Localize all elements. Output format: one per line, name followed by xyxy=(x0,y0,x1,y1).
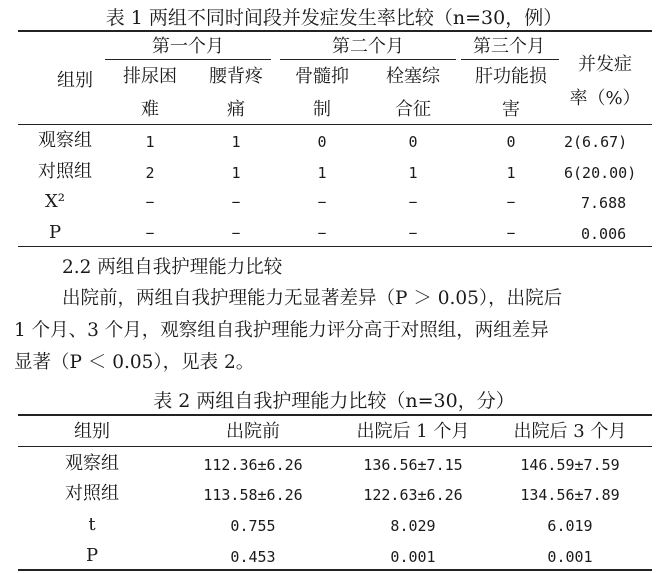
table1-sub-header: 制 xyxy=(313,99,331,120)
table1-cell: – xyxy=(145,191,155,212)
table1-row-label: X² xyxy=(44,191,66,212)
table1-month2-header: 第二个月 xyxy=(332,36,404,57)
table1-month2-rule xyxy=(280,59,456,60)
table1-cell: 0 xyxy=(408,133,418,151)
table1-header-rule xyxy=(18,124,652,125)
table1-caption: 表 1 两组不同时间段并发症发生率比较（n=30，例） xyxy=(105,7,563,29)
table2-header: 组别 xyxy=(74,421,110,442)
table2-cell: 6.019 xyxy=(547,517,593,535)
table1-sub-header: 难 xyxy=(141,99,159,120)
table1-month3-header: 第三个月 xyxy=(473,36,545,57)
table1-cell: 0 xyxy=(506,133,516,151)
table1-row-label: 观察组 xyxy=(38,130,92,151)
table1-sub-header: 害 xyxy=(502,99,520,120)
table1-cell: 0 xyxy=(317,133,327,151)
table1-cell: – xyxy=(317,191,327,212)
table1-sub-header: 腰背疼 xyxy=(209,66,263,87)
table1-sub-header: 栓塞综 xyxy=(386,66,440,87)
paragraph-line: 1 个月、3 个月，观察组自我护理能力评分高于对照组，两组差异 xyxy=(14,320,549,341)
table1-cell: – xyxy=(408,191,418,212)
table2-cell: 8.029 xyxy=(390,517,436,535)
table1-cell: 1 xyxy=(317,164,327,182)
table2-cell: 0.453 xyxy=(230,548,276,566)
table2-cell: 0.001 xyxy=(390,548,436,566)
table1-cell: – xyxy=(408,222,418,243)
table2-cell: 0.755 xyxy=(230,517,276,535)
table1-sub-header: 合征 xyxy=(395,99,431,120)
table1-group-header: 组别 xyxy=(57,70,93,91)
table2-header: 出院后 1 个月 xyxy=(356,421,470,442)
table2-cell: 112.36±6.26 xyxy=(203,456,303,474)
paragraph-line: 显著（P ＜ 0.05），见表 2。 xyxy=(14,352,255,373)
table1-sub-header: 痛 xyxy=(227,99,245,120)
table1-sub-header: 骨髓抑 xyxy=(295,66,349,87)
table1-month1-header: 第一个月 xyxy=(152,36,224,57)
table1-rate-header: 率（%） xyxy=(569,88,641,109)
table1-cell: – xyxy=(506,222,516,243)
table2-cell: 146.59±7.59 xyxy=(520,456,620,474)
table1-cell: – xyxy=(231,222,241,243)
table1-cell: – xyxy=(145,222,155,243)
table1-row-label: 对照组 xyxy=(38,161,92,182)
table1-month3-rule xyxy=(461,59,559,60)
table1-rate-cell: 0.006 xyxy=(581,225,627,243)
table1-cell: 1 xyxy=(145,133,155,151)
table2-header: 出院前 xyxy=(226,421,280,442)
table2-cell: 122.63±6.26 xyxy=(363,486,463,504)
table1-cell: 2 xyxy=(145,164,155,182)
table1-top-rule xyxy=(18,30,652,32)
table1-cell: 1 xyxy=(231,133,241,151)
table2-header-rule xyxy=(18,446,652,447)
table1-rate-header: 并发症 xyxy=(578,54,632,75)
table1-cell: – xyxy=(231,191,241,212)
table1-rate-cell: 6(20.00) xyxy=(564,164,637,182)
table1-bottom-rule xyxy=(18,246,652,247)
table2-cell: 113.58±6.26 xyxy=(203,486,303,504)
table1-cell: – xyxy=(317,222,327,243)
table1-sub-header: 肝功能损 xyxy=(475,66,547,87)
table1-cell: 1 xyxy=(506,164,516,182)
section-heading: 2.2 两组自我护理能力比较 xyxy=(62,257,283,278)
table1-month1-rule xyxy=(105,59,271,60)
table1-cell: 1 xyxy=(408,164,418,182)
paragraph-line: 出院前，两组自我护理能力无显著差异（P ＞ 0.05），出院后 xyxy=(62,288,563,309)
table2-row-label: t xyxy=(88,514,96,535)
table2-caption: 表 2 两组自我护理能力比较（n=30，分） xyxy=(153,390,515,412)
table2-cell: 134.56±7.89 xyxy=(520,486,620,504)
table1-rate-cell: 7.688 xyxy=(581,194,627,212)
table2-top-rule xyxy=(18,414,652,416)
table1-sub-header: 排尿困 xyxy=(123,66,177,87)
table2-cell: 136.56±7.15 xyxy=(363,456,463,474)
table2-row-label: 观察组 xyxy=(65,453,119,474)
table1-cell: 1 xyxy=(231,164,241,182)
table2-header: 出院后 3 个月 xyxy=(513,421,627,442)
table1-row-label: P xyxy=(48,222,62,243)
table2-cell: 0.001 xyxy=(547,548,593,566)
table2-row-label: 对照组 xyxy=(65,483,119,504)
table1-rate-cell: 2(6.67) xyxy=(564,133,628,151)
table2-bottom-rule xyxy=(18,569,652,571)
table1-cell: – xyxy=(506,191,516,212)
table2-row-label: P xyxy=(85,545,99,566)
